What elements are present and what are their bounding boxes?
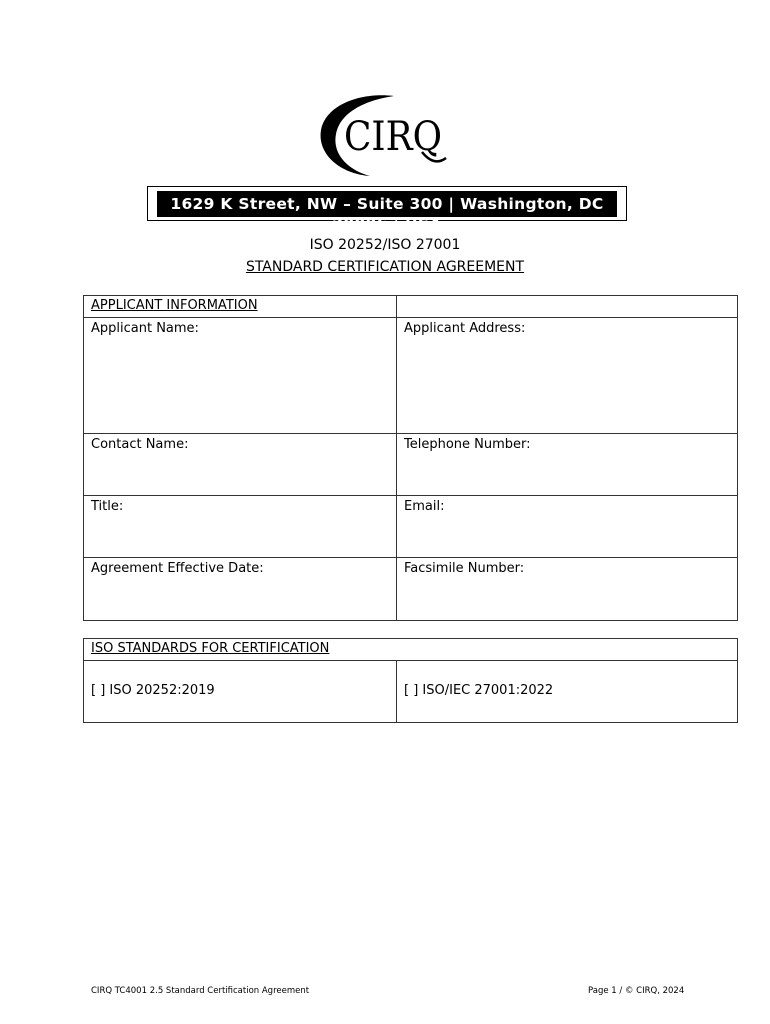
agreement-effective-date-label: Agreement Effective Date: bbox=[91, 561, 264, 576]
document-standards-heading: ISO 20252/ISO 27001 bbox=[309, 237, 461, 253]
standards-section-title: ISO STANDARDS FOR CERTIFICATION bbox=[91, 641, 330, 656]
applicant-information-table bbox=[83, 295, 738, 621]
email-field[interactable] bbox=[397, 496, 738, 558]
iso-20252-checkbox-label[interactable]: [ ] ISO 20252:2019 bbox=[91, 683, 215, 698]
title-label: Title: bbox=[91, 499, 124, 514]
applicant-name-label: Applicant Name: bbox=[91, 321, 199, 336]
footer-document-id: CIRQ TC4001 2.5 Standard Certification Agreement bbox=[91, 986, 310, 996]
iso-standards-table bbox=[83, 638, 738, 723]
applicant-address-field[interactable] bbox=[397, 318, 738, 434]
applicant-address-label: Applicant Address: bbox=[404, 321, 526, 336]
telephone-number-label: Telephone Number: bbox=[404, 437, 531, 452]
telephone-number-field[interactable] bbox=[397, 434, 738, 496]
contact-name-label: Contact Name: bbox=[91, 437, 189, 452]
document-title: STANDARD CERTIFICATION AGREEMENT bbox=[245, 259, 525, 275]
email-label: Email: bbox=[404, 499, 445, 514]
agreement-effective-date-field[interactable] bbox=[84, 558, 397, 621]
title-field[interactable] bbox=[84, 496, 397, 558]
applicant-section-title: APPLICANT INFORMATION bbox=[91, 298, 258, 313]
address-bar bbox=[157, 191, 617, 233]
address-banner bbox=[147, 186, 627, 233]
cirq-logo bbox=[318, 92, 450, 180]
contact-name-field[interactable] bbox=[84, 434, 397, 496]
iso-27001-option[interactable] bbox=[397, 661, 738, 723]
organization-address: 1629 K Street, NW – Suite 300 | Washington, DC 20006 | USA bbox=[170, 195, 604, 233]
iso-27001-checkbox-label[interactable]: [ ] ISO/IEC 27001:2022 bbox=[404, 683, 554, 698]
facsimile-number-field[interactable] bbox=[397, 558, 738, 621]
applicant-name-field[interactable] bbox=[84, 318, 397, 434]
iso-20252-option[interactable] bbox=[84, 661, 397, 723]
logo-wordmark: CIRQ bbox=[344, 114, 442, 160]
applicant-section-header-empty-cell bbox=[397, 296, 738, 318]
standards-section-header-cell bbox=[84, 639, 738, 661]
applicant-section-header-cell bbox=[84, 296, 397, 318]
footer-page-number: Page 1 / © CIRQ, 2024 bbox=[588, 986, 685, 996]
facsimile-number-label: Facsimile Number: bbox=[404, 561, 525, 576]
